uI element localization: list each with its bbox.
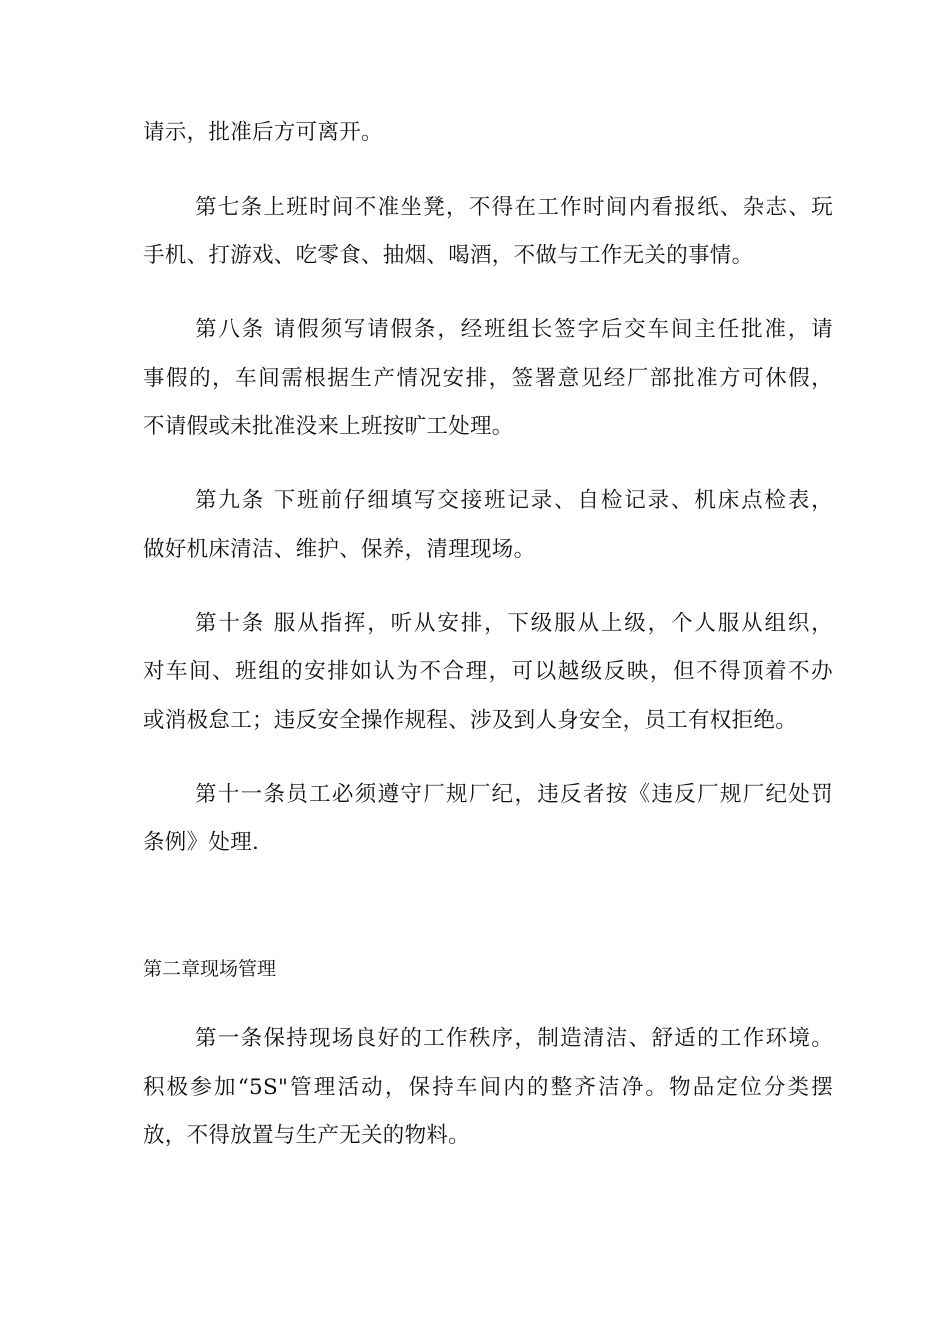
- paragraph-line: 做好机床清洁、维护、保养，清理现场。: [143, 537, 536, 562]
- paragraph-line: 第九条 下班前仔细填写交接班记录、自检记录、机床点检表，: [195, 488, 833, 513]
- paragraph-line: 放，不得放置与生产无关的物料。: [143, 1123, 471, 1148]
- paragraph-line: 对车间、班组的安排如认为不合理，可以越级反映，但不得顶着不办: [143, 659, 833, 684]
- chapter-heading: 第二章现场管理: [143, 958, 277, 980]
- paragraph-line: 手机、打游戏、吃零食、抽烟、喝酒，不做与工作无关的事情。: [143, 243, 754, 268]
- paragraph-line: 第十条 服从指挥，听从安排，下级服从上级，个人服从组织，: [195, 611, 833, 636]
- paragraph-line: 条例》处理.: [143, 830, 260, 855]
- paragraph-line: 第十一条员工必须遵守厂规厂纪，违反者按《违反厂规厂纪处罚: [195, 782, 833, 807]
- paragraph-line: 事假的，车间需根据生产情况安排，签署意见经厂部批准方可休假，: [143, 366, 833, 391]
- paragraph-line: 积极参加“5S"管理活动，保持车间内的整齐洁净。物品定位分类摆: [143, 1075, 833, 1100]
- paragraph-line: 第七条上班时间不准坐凳，不得在工作时间内看报纸、杂志、玩: [195, 195, 833, 220]
- paragraph-line: 请示，批准后方可离开。: [143, 120, 383, 145]
- paragraph-line: 第八条 请假须写请假条，经班组长签字后交车间主任批准，请: [195, 317, 833, 342]
- paragraph-line: 第一条保持现场良好的工作秩序，制造清洁、舒适的工作环境。: [195, 1026, 833, 1051]
- paragraph-line: 或消极怠工；违反安全操作规程、涉及到人身安全，员工有权拒绝。: [143, 708, 798, 733]
- paragraph-line: 不请假或未批准没来上班按旷工处理。: [143, 414, 514, 439]
